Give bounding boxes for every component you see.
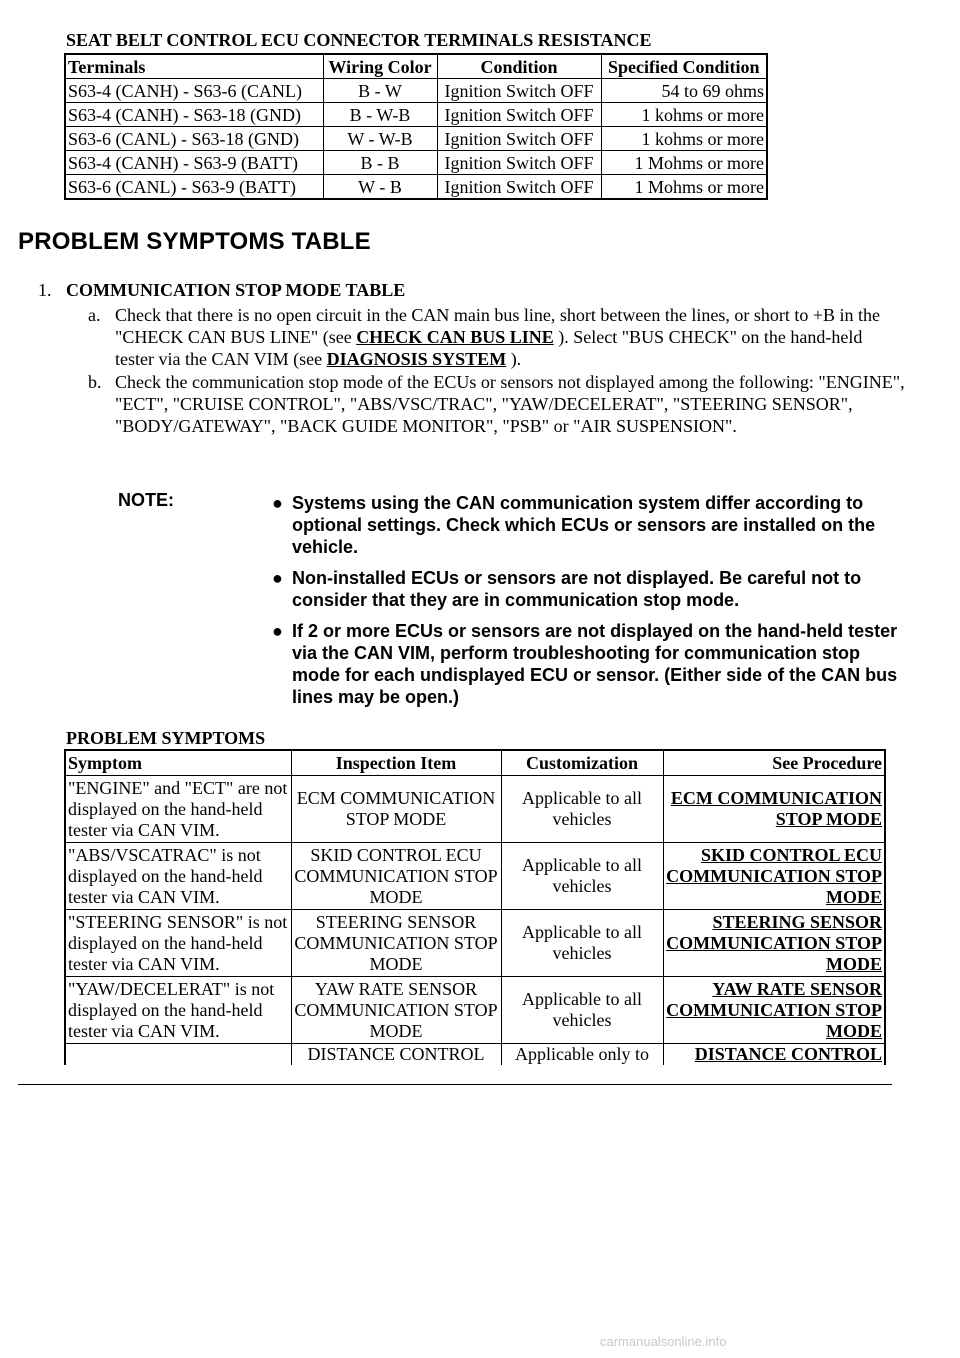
table-cell: "STEERING SENSOR" is not displayed on the hand-held tester via CAN VIM. xyxy=(65,910,291,977)
note-item-text: Systems using the CAN communication system differ according to optional settings. Check which ECUs or sensors are installed on the vehicle. xyxy=(292,493,876,557)
procedure-link[interactable]: DISTANCE CONTROL xyxy=(663,1044,885,1066)
procedure-link[interactable]: YAW RATE SENSOR COMMUNICATION STOP MODE xyxy=(663,977,885,1044)
watermark: carmanualsonline.info xyxy=(600,1334,727,1349)
table-cell: Applicable to all vehicles xyxy=(501,843,663,910)
table-cell: W - B xyxy=(323,175,437,200)
table-cell: Applicable only to xyxy=(501,1044,663,1066)
table-cell: 1 Mohms or more xyxy=(601,151,767,175)
procedure-link[interactable]: SKID CONTROL ECU COMMUNICATION STOP MODE xyxy=(663,843,885,910)
section-heading: PROBLEM SYMPTOMS TABLE xyxy=(18,228,371,255)
column-header: Customization xyxy=(501,750,663,776)
table-row xyxy=(65,977,885,1044)
table-header-row xyxy=(65,54,767,79)
bullet-icon: ● xyxy=(272,621,283,641)
table-cell: B - W xyxy=(323,79,437,103)
check-can-bus-line-link[interactable]: CHECK CAN BUS LINE xyxy=(356,327,554,347)
table-cell: S63-4 (CANH) - S63-9 (BATT) xyxy=(65,151,323,175)
bullet-icon: ● xyxy=(272,568,283,588)
problem-symptoms-table xyxy=(64,749,886,1065)
resistance-table-title: SEAT BELT CONTROL ECU CONNECTOR TERMINALS RESISTANCE xyxy=(66,30,652,50)
note-list xyxy=(270,492,900,717)
table-cell: S63-4 (CANH) - S63-18 (GND) xyxy=(65,103,323,127)
table-cell: Ignition Switch OFF xyxy=(437,127,601,151)
note-item xyxy=(270,620,900,708)
step-number: 1. xyxy=(38,280,52,300)
column-header: Specified Condition xyxy=(601,54,767,79)
table-row xyxy=(65,79,767,103)
note-item-text: Non-installed ECUs or sensors are not displayed. Be careful not to consider that they are in communication stop mode. xyxy=(292,568,862,610)
diagnosis-system-link[interactable]: DIAGNOSIS SYSTEM xyxy=(326,349,507,369)
table-cell: Ignition Switch OFF xyxy=(437,79,601,103)
table-cell: DISTANCE CONTROL xyxy=(291,1044,501,1066)
table-cell: 1 kohms or more xyxy=(601,103,767,127)
table-cell: Applicable to all vehicles xyxy=(501,910,663,977)
problem-symptoms-title: PROBLEM SYMPTOMS xyxy=(66,728,266,748)
substep-text-part: ). Select "BUS CHECK" on the hand-held tester via the CAN VIM (see xyxy=(115,327,863,369)
resistance-table xyxy=(64,53,768,200)
table-cell: B - B xyxy=(323,151,437,175)
table-cell: 1 kohms or more xyxy=(601,127,767,151)
table-cell: W - W-B xyxy=(323,127,437,151)
table-row xyxy=(65,1044,885,1066)
substep-text-part: ). xyxy=(506,349,522,369)
table-cell: S63-6 (CANL) - S63-18 (GND) xyxy=(65,127,323,151)
table-cell: "ABS/VSCATRAC" is not displayed on the hand-held tester via CAN VIM. xyxy=(65,843,291,910)
column-header: Terminals xyxy=(65,54,323,79)
step-title: COMMUNICATION STOP MODE TABLE xyxy=(66,280,406,300)
table-cell: Applicable to all vehicles xyxy=(501,977,663,1044)
column-header: Inspection Item xyxy=(291,750,501,776)
column-header: Wiring Color xyxy=(323,54,437,79)
table-row xyxy=(65,776,885,843)
table-cell: SKID CONTROL ECU COMMUNICATION STOP MODE xyxy=(291,843,501,910)
substep-text xyxy=(115,304,905,370)
column-header: See Procedure xyxy=(663,750,885,776)
table-row xyxy=(65,151,767,175)
procedure-link[interactable]: STEERING SENSOR COMMUNICATION STOP MODE xyxy=(663,910,885,977)
table-cell: Ignition Switch OFF xyxy=(437,103,601,127)
note-label: NOTE: xyxy=(118,490,174,510)
table-cell: S63-4 (CANH) - S63-6 (CANL) xyxy=(65,79,323,103)
table-cell xyxy=(65,1044,291,1066)
note-item xyxy=(270,492,900,558)
procedure-link[interactable]: ECM COMMUNICATION STOP MODE xyxy=(663,776,885,843)
table-cell: S63-6 (CANL) - S63-9 (BATT) xyxy=(65,175,323,200)
table-cell: Ignition Switch OFF xyxy=(437,175,601,200)
table-row xyxy=(65,910,885,977)
table-cell: Applicable to all vehicles xyxy=(501,776,663,843)
substep-text-part: Check that there is no open circuit in the CAN main bus line, short between the lines, or short to +B in the "CHECK CAN BUS LINE" (see xyxy=(115,305,880,347)
table-header-row xyxy=(65,750,885,776)
table-row xyxy=(65,127,767,151)
note-item xyxy=(270,567,900,611)
table-row xyxy=(65,175,767,200)
column-header: Symptom xyxy=(65,750,291,776)
table-cell: ECM COMMUNICATION STOP MODE xyxy=(291,776,501,843)
page-bottom-rule xyxy=(18,1084,892,1085)
table-cell: "ENGINE" and "ECT" are not displayed on the hand-held tester via CAN VIM. xyxy=(65,776,291,843)
substep-label: b. xyxy=(88,372,102,392)
bullet-icon: ● xyxy=(272,493,283,513)
table-row xyxy=(65,843,885,910)
substep-text: Check the communication stop mode of the ECUs or sensors not displayed among the following: "ENGINE", "ECT", "CRUISE CONTROL", "ABS/VSC/TRAC", "YAW/DECELERAT", "STEERING SENSOR", "BODY/GATEWAY", "BACK GUIDE MONITOR", "PSB" or "AIR SUSPENSION". xyxy=(115,372,905,436)
table-row xyxy=(65,103,767,127)
table-cell: 1 Mohms or more xyxy=(601,175,767,200)
table-cell: YAW RATE SENSOR COMMUNICATION STOP MODE xyxy=(291,977,501,1044)
table-cell: STEERING SENSOR COMMUNICATION STOP MODE xyxy=(291,910,501,977)
table-cell: "YAW/DECELERAT" is not displayed on the hand-held tester via CAN VIM. xyxy=(65,977,291,1044)
column-header: Condition xyxy=(437,54,601,79)
substep-label: a. xyxy=(88,305,101,325)
note-item-text: If 2 or more ECUs or sensors are not displayed on the hand-held tester via the CAN VIM, perform troubleshooting for communication stop mode for each undisplayed ECU or sensor. (Either side of the CAN bus lines may be open.) xyxy=(292,621,898,707)
table-cell: 54 to 69 ohms xyxy=(601,79,767,103)
table-cell: B - W-B xyxy=(323,103,437,127)
table-cell: Ignition Switch OFF xyxy=(437,151,601,175)
